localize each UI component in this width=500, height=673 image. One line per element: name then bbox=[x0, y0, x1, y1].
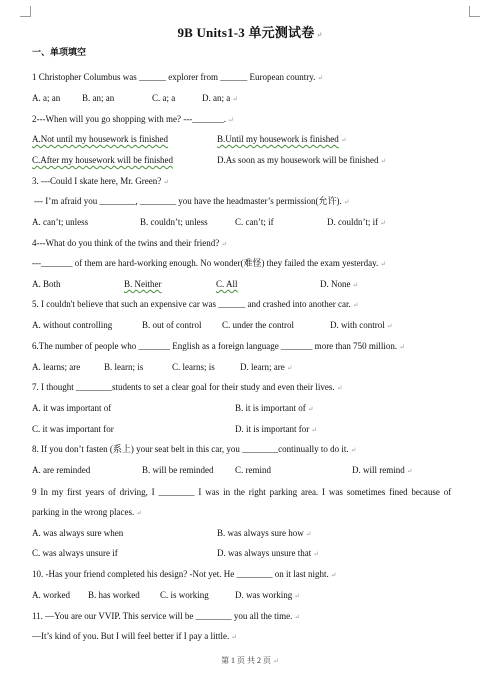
q10-option-b: B. has worked bbox=[88, 590, 140, 600]
question-6: 6.The number of people who _______ English as a foreign language _______ more than 750 million. ↵ bbox=[32, 341, 406, 351]
question-2: 2---When will you go shopping with me? ---_______. ↵ bbox=[32, 114, 234, 124]
q10-option-a: A. worked bbox=[32, 590, 70, 600]
q9-option-b: B. was always sure how ↵ bbox=[217, 528, 312, 538]
q3-option-d: D. couldn’t; if ↵ bbox=[327, 217, 386, 227]
q6-option-d: D. learn; are ↵ bbox=[240, 362, 293, 372]
q5-option-a: A. without controlling bbox=[32, 320, 113, 330]
question-5: 5. I couldn't believe that such an expensive car was ______ and crashed into another car. ↵ bbox=[32, 299, 359, 309]
question-7: 7. I thought ________students to set a clear goal for their study and even their lives. ↵ bbox=[32, 382, 343, 392]
q3-option-b: B. couldn’t; unless bbox=[140, 217, 208, 227]
q5-option-c: C. under the control bbox=[222, 320, 294, 330]
q9-option-c: C. was always unsure if bbox=[32, 548, 118, 558]
q8-option-a: A. are reminded bbox=[32, 465, 91, 475]
page-title: 9B Units1-3 单元测试卷 ↵ bbox=[177, 25, 323, 40]
question-11: 11. —You are our VVIP. This service will be ________ you all the time. ↵ bbox=[32, 611, 301, 621]
page-footer: 第 1 页 共 2 页 ↵ bbox=[221, 656, 279, 665]
q9-option-a: A. was always sure when bbox=[32, 528, 124, 538]
q4-option-d: D. None ↵ bbox=[320, 279, 359, 289]
q1-option-c: C. a; a bbox=[152, 93, 176, 103]
q7-option-b: B. it is important of ↵ bbox=[235, 403, 314, 413]
question-10: 10. -Has your friend completed his design? -Not yet. He ________ on it last night. ↵ bbox=[32, 569, 337, 579]
q6-option-c: C. learns; is bbox=[172, 362, 215, 372]
q1-option-a: A. a; an bbox=[32, 93, 61, 103]
q7-option-a: A. it was important of bbox=[32, 403, 112, 413]
question-9: 9 In my first years of driving, I ________ I was in the right parking area. I was sometimes fined because of bbox=[32, 487, 452, 497]
q4-option-b: B. Neither bbox=[124, 279, 162, 289]
crop-mark-top-right bbox=[469, 6, 480, 17]
q5-option-b: B. out of control bbox=[142, 320, 202, 330]
q4-option-a: A. Both bbox=[32, 279, 61, 289]
question-1: 1 Christopher Columbus was ______ explorer from ______ European country. ↵ bbox=[32, 72, 324, 82]
q10-option-d: D. was working ↵ bbox=[235, 590, 301, 600]
question-4-reply: ---_______ of them are hard-working enough. No wonder(难怪) they failed the exam yesterday. ↵ bbox=[32, 258, 387, 268]
q3-option-c: C. can’t; if bbox=[235, 217, 274, 227]
q1-option-b: B. an; an bbox=[82, 93, 115, 103]
q2-option-b: B.Until my housework is finished ↵ bbox=[217, 134, 347, 144]
question-9-cont: parking in the wrong places. ↵ bbox=[32, 507, 143, 517]
question-3: 3. ---Could I skate here, Mr. Green? ↵ bbox=[32, 176, 170, 186]
q7-option-c: C. it was important for bbox=[32, 424, 114, 434]
q8-option-d: D. will remind ↵ bbox=[352, 465, 413, 475]
q4-option-c: C. All bbox=[216, 279, 238, 289]
q2-option-d: D.As soon as my housework will be finished ↵ bbox=[217, 155, 387, 165]
question-8: 8. If you don’t fasten (系上) your seat belt in this car, you ________continually to do it. ↵ bbox=[32, 444, 357, 454]
q10-option-c: C. is working bbox=[160, 590, 209, 600]
question-3-reply: --- I’m afraid you ________, ________ you have the headmaster’s permission(允许). ↵ bbox=[34, 196, 350, 206]
q6-option-a: A. learns; are bbox=[32, 362, 81, 372]
q3-option-a: A. can’t; unless bbox=[32, 217, 89, 227]
question-11-reply: —It’s kind of you. But I will feel better if I pay a little. ↵ bbox=[32, 631, 238, 641]
q8-option-b: B. will be reminded bbox=[142, 465, 214, 475]
question-4: 4---What do you think of the twins and their friend? ↵ bbox=[32, 238, 228, 248]
q5-option-d: D. with control ↵ bbox=[330, 320, 393, 330]
section-heading: 一、单项填空 bbox=[32, 47, 87, 57]
q8-option-c: C. remind bbox=[235, 465, 271, 475]
q2-option-a: A.Not until my housework is finished bbox=[32, 134, 168, 144]
q1-option-d: D. an; a ↵ bbox=[202, 93, 239, 103]
q7-option-d: D. it is important for ↵ bbox=[235, 424, 318, 434]
q9-option-d: D. was always unsure that ↵ bbox=[217, 548, 320, 558]
q2-option-c: C.After my housework will be finished bbox=[32, 155, 173, 165]
q6-option-b: B. learn; is bbox=[104, 362, 144, 372]
crop-mark-top-left bbox=[20, 6, 31, 17]
